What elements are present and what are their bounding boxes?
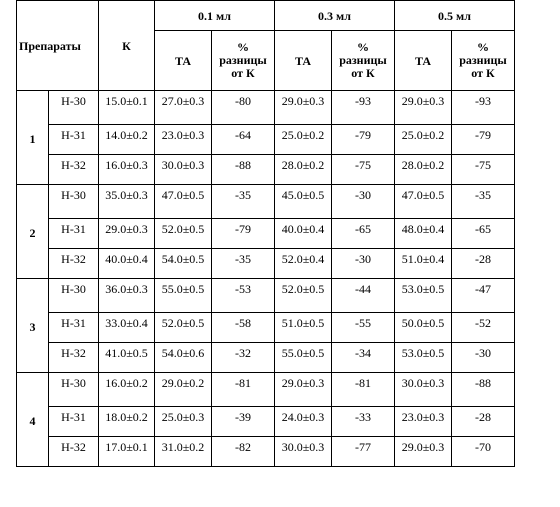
cell-ta: 48.0±0.4 bbox=[395, 219, 452, 249]
preparation-name: Н-32 bbox=[49, 437, 99, 467]
cell-pct-diff: -28 bbox=[452, 407, 515, 437]
cell-ta: 31.0±0.2 bbox=[155, 437, 212, 467]
header-pct-diff bbox=[332, 31, 395, 91]
cell-k: 33.0±0.4 bbox=[99, 313, 155, 343]
table-body bbox=[17, 91, 515, 467]
preparation-name: Н-30 bbox=[49, 279, 99, 313]
cell-ta: 51.0±0.4 bbox=[395, 249, 452, 279]
cell-pct-diff: -33 bbox=[332, 407, 395, 437]
header-pct-line2: разницы bbox=[339, 53, 387, 67]
cell-ta: 23.0±0.3 bbox=[395, 407, 452, 437]
cell-ta: 30.0±0.3 bbox=[275, 437, 332, 467]
preparation-name: Н-31 bbox=[49, 125, 99, 155]
group-label: 1 bbox=[17, 91, 49, 185]
table-row bbox=[17, 373, 515, 407]
table-row bbox=[17, 155, 515, 185]
cell-ta: 50.0±0.5 bbox=[395, 313, 452, 343]
cell-ta: 53.0±0.5 bbox=[395, 279, 452, 313]
cell-ta: 47.0±0.5 bbox=[395, 185, 452, 219]
cell-pct-diff: -35 bbox=[452, 185, 515, 219]
preparation-name: Н-31 bbox=[49, 313, 99, 343]
cell-pct-diff: -30 bbox=[332, 185, 395, 219]
cell-pct-diff: -47 bbox=[452, 279, 515, 313]
header-pct-line2: разницы bbox=[459, 53, 507, 67]
preparation-name: Н-30 bbox=[49, 185, 99, 219]
preparation-name: Н-32 bbox=[49, 249, 99, 279]
cell-k: 29.0±0.3 bbox=[99, 219, 155, 249]
cell-ta: 25.0±0.3 bbox=[155, 407, 212, 437]
cell-ta: 52.0±0.4 bbox=[275, 249, 332, 279]
cell-k: 35.0±0.3 bbox=[99, 185, 155, 219]
cell-k: 36.0±0.3 bbox=[99, 279, 155, 313]
cell-ta: 28.0±0.2 bbox=[275, 155, 332, 185]
preparation-name: Н-31 bbox=[49, 219, 99, 249]
cell-pct-diff: -34 bbox=[332, 343, 395, 373]
header-pct-line3: от К bbox=[351, 66, 375, 80]
cell-pct-diff: -39 bbox=[212, 407, 275, 437]
cell-ta: 29.0±0.3 bbox=[395, 91, 452, 125]
cell-ta: 52.0±0.5 bbox=[275, 279, 332, 313]
table-row bbox=[17, 249, 515, 279]
cell-k: 17.0±0.1 bbox=[99, 437, 155, 467]
table-row bbox=[17, 91, 515, 125]
cell-ta: 54.0±0.5 bbox=[155, 249, 212, 279]
table-row bbox=[17, 125, 515, 155]
cell-ta: 28.0±0.2 bbox=[395, 155, 452, 185]
table-row bbox=[17, 437, 515, 467]
cell-pct-diff: -32 bbox=[212, 343, 275, 373]
cell-k: 15.0±0.1 bbox=[99, 91, 155, 125]
cell-ta: 47.0±0.5 bbox=[155, 185, 212, 219]
cell-ta: 53.0±0.5 bbox=[395, 343, 452, 373]
cell-pct-diff: -58 bbox=[212, 313, 275, 343]
group-label: 4 bbox=[17, 373, 49, 467]
cell-ta: 29.0±0.3 bbox=[395, 437, 452, 467]
cell-pct-diff: -79 bbox=[452, 125, 515, 155]
cell-pct-diff: -70 bbox=[452, 437, 515, 467]
cell-ta: 23.0±0.3 bbox=[155, 125, 212, 155]
header-ta: ТА bbox=[155, 31, 212, 91]
cell-pct-diff: -35 bbox=[212, 185, 275, 219]
header-pct-line1: % bbox=[477, 40, 489, 54]
cell-pct-diff: -52 bbox=[452, 313, 515, 343]
cell-ta: 27.0±0.3 bbox=[155, 91, 212, 125]
cell-ta: 25.0±0.2 bbox=[395, 125, 452, 155]
header-dose-0-5: 0.5 мл bbox=[395, 1, 515, 31]
cell-pct-diff: -75 bbox=[332, 155, 395, 185]
cell-ta: 52.0±0.5 bbox=[155, 313, 212, 343]
cell-pct-diff: -93 bbox=[452, 91, 515, 125]
cell-pct-diff: -80 bbox=[212, 91, 275, 125]
group-label: 2 bbox=[17, 185, 49, 279]
cell-ta: 55.0±0.5 bbox=[275, 343, 332, 373]
cell-k: 18.0±0.2 bbox=[99, 407, 155, 437]
cell-k: 16.0±0.2 bbox=[99, 373, 155, 407]
preparation-name: Н-30 bbox=[49, 91, 99, 125]
header-k: К bbox=[99, 1, 155, 91]
cell-ta: 55.0±0.5 bbox=[155, 279, 212, 313]
cell-ta: 29.0±0.2 bbox=[155, 373, 212, 407]
header-pct-line3: от К bbox=[471, 66, 495, 80]
cell-pct-diff: -81 bbox=[332, 373, 395, 407]
cell-ta: 29.0±0.3 bbox=[275, 91, 332, 125]
cell-k: 16.0±0.3 bbox=[99, 155, 155, 185]
header-dose-0-3: 0.3 мл bbox=[275, 1, 395, 31]
cell-pct-diff: -35 bbox=[212, 249, 275, 279]
header-pct-diff bbox=[212, 31, 275, 91]
cell-ta: 30.0±0.3 bbox=[395, 373, 452, 407]
table-row bbox=[17, 407, 515, 437]
cell-ta: 54.0±0.6 bbox=[155, 343, 212, 373]
preparation-name: Н-30 bbox=[49, 373, 99, 407]
cell-pct-diff: -93 bbox=[332, 91, 395, 125]
results-table bbox=[16, 0, 515, 467]
cell-pct-diff: -44 bbox=[332, 279, 395, 313]
cell-pct-diff: -28 bbox=[452, 249, 515, 279]
group-label: 3 bbox=[17, 279, 49, 373]
cell-ta: 40.0±0.4 bbox=[275, 219, 332, 249]
header-pct-line2: разницы bbox=[219, 53, 267, 67]
cell-pct-diff: -81 bbox=[212, 373, 275, 407]
cell-pct-diff: -64 bbox=[212, 125, 275, 155]
table-row bbox=[17, 313, 515, 343]
preparation-name: Н-32 bbox=[49, 343, 99, 373]
cell-k: 40.0±0.4 bbox=[99, 249, 155, 279]
cell-pct-diff: -79 bbox=[212, 219, 275, 249]
cell-pct-diff: -79 bbox=[332, 125, 395, 155]
table-row bbox=[17, 343, 515, 373]
cell-ta: 45.0±0.5 bbox=[275, 185, 332, 219]
header-pct-line1: % bbox=[237, 40, 249, 54]
cell-pct-diff: -55 bbox=[332, 313, 395, 343]
results-table-container bbox=[16, 0, 515, 467]
header-pct-line1: % bbox=[357, 40, 369, 54]
header-ta: ТА bbox=[275, 31, 332, 91]
preparation-name: Н-32 bbox=[49, 155, 99, 185]
table-row bbox=[17, 185, 515, 219]
cell-pct-diff: -88 bbox=[452, 373, 515, 407]
cell-k: 14.0±0.2 bbox=[99, 125, 155, 155]
cell-pct-diff: -65 bbox=[452, 219, 515, 249]
cell-k: 41.0±0.5 bbox=[99, 343, 155, 373]
table-row bbox=[17, 219, 515, 249]
cell-pct-diff: -53 bbox=[212, 279, 275, 313]
cell-ta: 51.0±0.5 bbox=[275, 313, 332, 343]
table-row bbox=[17, 279, 515, 313]
cell-pct-diff: -30 bbox=[332, 249, 395, 279]
preparation-name: Н-31 bbox=[49, 407, 99, 437]
header-pct-line3: от К bbox=[231, 66, 255, 80]
cell-ta: 52.0±0.5 bbox=[155, 219, 212, 249]
cell-pct-diff: -75 bbox=[452, 155, 515, 185]
cell-pct-diff: -65 bbox=[332, 219, 395, 249]
cell-ta: 29.0±0.3 bbox=[275, 373, 332, 407]
header-dose-0-1: 0.1 мл bbox=[155, 1, 275, 31]
header-ta: ТА bbox=[395, 31, 452, 91]
cell-ta: 25.0±0.2 bbox=[275, 125, 332, 155]
cell-ta: 24.0±0.3 bbox=[275, 407, 332, 437]
header-preparations: Препараты bbox=[17, 1, 99, 91]
cell-pct-diff: -30 bbox=[452, 343, 515, 373]
cell-pct-diff: -88 bbox=[212, 155, 275, 185]
header-pct-diff bbox=[452, 31, 515, 91]
cell-pct-diff: -82 bbox=[212, 437, 275, 467]
cell-pct-diff: -77 bbox=[332, 437, 395, 467]
cell-ta: 30.0±0.3 bbox=[155, 155, 212, 185]
